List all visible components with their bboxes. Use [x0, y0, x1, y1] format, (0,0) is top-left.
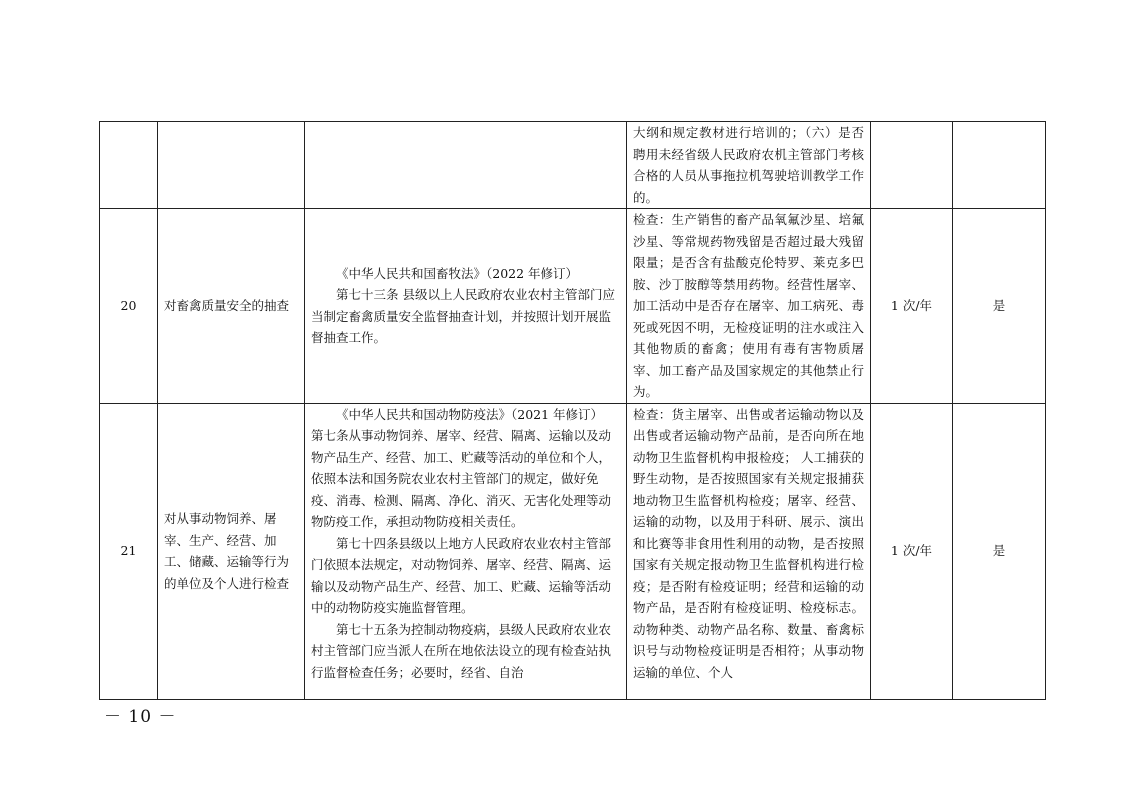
inspection-table [99, 121, 1046, 700]
page-number: － 10 － [104, 707, 177, 727]
legal-basis-cell [305, 209, 627, 404]
frequency-cell: 1 次/年 [871, 403, 953, 699]
item-name-cell: 对畜禽质量安全的抽查 [158, 209, 305, 404]
item-name-cell [158, 122, 305, 209]
law-article: 第七十三条 县级以上人民政府农业农村主管部门应当制定畜禽质量安全监督抽查计划，并按照计划开展监督抽查工作。 [311, 287, 615, 346]
flag-cell: 是 [953, 403, 1046, 699]
frequency-cell: 1 次/年 [871, 209, 953, 404]
item-name-cell: 对从事动物饲养、屠宰、生产、经营、加工、储藏、运输等行为的单位及个人进行检查 [158, 403, 305, 699]
item-number-cell: 20 [100, 209, 158, 404]
flag-cell [953, 122, 1046, 209]
flag-cell: 是 [953, 209, 1046, 404]
law-article: 第七条从事动物饲养、屠宰、经营、隔离、运输以及动物产品生产、经营、加工、贮藏等活动的单位和个人，依照本法和国务院农业农村主管部门的规定，做好免疫、消毒、检测、隔离、净化、消灭、无害化处理等动物防疫工作，承担动物防疫相关责任。 [311, 428, 612, 529]
table-row [100, 403, 1046, 699]
table-row [100, 209, 1046, 404]
law-title: 《中华人民共和国动物防疫法》（2021 年修订） [336, 406, 604, 422]
law-title: 《中华人民共和国畜牧法》（2022 年修订） [336, 265, 579, 281]
inspection-content-cell: 检查：货主屠宰、出售或者运输动物以及出售或者运输动物产品前，是否向所在地动物卫生监督机构申报检疫； 人工捕获的野生动物，是否按照国家有关规定报捕获地动物卫生监督机构检疫；屠宰、经营、运输的动物，以及用于科研、展示、演出和比赛等非食用性利用的动物，是否按照国家有关规定报动物卫生监督机构进行检疫；是否附有检疫证明；经营和运输的动物产品，是否附有检疫证明、检疫标志。动物种类、动物产品名称、数量、畜禽标识号与动物检疫证明是否相符；从事动物运输的单位、个人 [627, 403, 871, 699]
legal-basis-cell [305, 122, 627, 209]
law-article: 第七十四条县级以上地方人民政府农业农村主管部门依照本法规定，对动物饲养、屠宰、经营、隔离、运输以及动物产品生产、经营、加工、贮藏、运输等活动中的动物防疫实施监督管理。 [311, 535, 612, 615]
inspection-content-cell: 大纲和规定教材进行培训的；（六）是否聘用未经省级人民政府农机主管部门考核合格的人员从事拖拉机驾驶培训教学工作的。 [627, 122, 871, 209]
item-number-cell [100, 122, 158, 209]
frequency-cell [871, 122, 953, 209]
table-row [100, 122, 1046, 209]
inspection-content-cell: 检查：生产销售的畜产品氧氟沙星、培氟沙星、等常规药物残留是否超过最大残留限量；是否含有盐酸克伦特罗、莱克多巴胺、沙丁胺醇等禁用药物。经营性屠宰、加工活动中是否存在屠宰、加工病死、毒死或死因不明，无检疫证明的注水或注入其他物质的畜禽；使用有毒有害物质屠宰、加工畜产品及国家规定的其他禁止行为。 [627, 209, 871, 404]
legal-basis-cell [305, 403, 627, 699]
law-article: 第七十五条为控制动物疫病，县级人民政府农业农村主管部门应当派人在所在地依法设立的现有检查站执行监督检查任务；必要时，经省、自治 [311, 621, 612, 680]
item-number-cell: 21 [100, 403, 158, 699]
